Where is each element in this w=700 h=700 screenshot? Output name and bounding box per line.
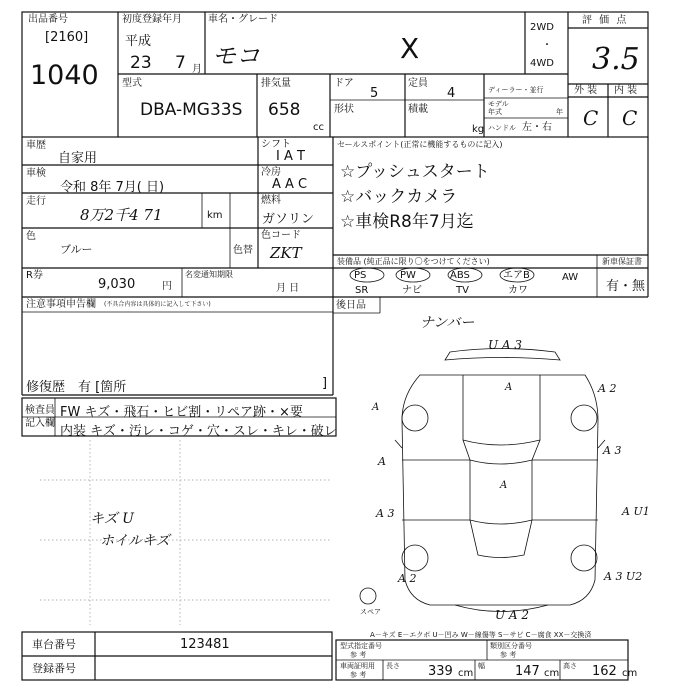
history-label: 車歴 bbox=[26, 140, 46, 151]
handle-value: 左・右 bbox=[522, 122, 552, 133]
lot-label: 出品番号 bbox=[28, 14, 68, 25]
after-label: 後日品 bbox=[336, 300, 366, 311]
drive-2wd: 2WD bbox=[530, 22, 554, 33]
km-unit: km bbox=[207, 210, 223, 221]
score: 3.5 bbox=[592, 42, 640, 77]
mileage-value: 8万2千4 71 bbox=[80, 206, 163, 224]
drive-dot: ・ bbox=[542, 40, 552, 51]
capacity: 4 bbox=[447, 86, 456, 101]
first-reg-year: 23 bbox=[130, 53, 152, 73]
class-sub: 参 考 bbox=[500, 651, 517, 659]
repair-label: 修復歴 bbox=[26, 380, 66, 395]
damage-legend: A－キズ E－エクボ U－凹み W－線傷等 S－サビ C－腐食 XX－交換済 bbox=[370, 631, 592, 639]
type-cert-sub: 参 考 bbox=[350, 651, 367, 659]
new-warranty-label: 新車保証書 bbox=[602, 257, 642, 266]
first-reg-month: 7 bbox=[175, 53, 186, 73]
equipment-label: 装備品 (純正品に限り〇をつけてください) bbox=[337, 257, 490, 266]
diagram-mark-right-fender: A 3 bbox=[603, 444, 622, 457]
size-sub: 参 考 bbox=[350, 671, 367, 679]
era: 平成 bbox=[125, 34, 152, 49]
length-value: 339 bbox=[428, 664, 453, 679]
displacement-label: 排気量 bbox=[261, 78, 291, 89]
after-value: ナンバー bbox=[420, 315, 475, 331]
displacement: 658 bbox=[268, 100, 301, 120]
equip-airbag: エアB bbox=[503, 270, 530, 281]
repair-close: ] bbox=[322, 376, 328, 391]
class-label: 類別区分番号 bbox=[490, 642, 532, 650]
deadline-value: 月 日 bbox=[276, 283, 300, 294]
diagram-mark-right-rear: A 3 U2 bbox=[604, 570, 643, 583]
equip-ps: PS bbox=[354, 270, 367, 281]
lot-number: 1040 bbox=[30, 60, 99, 91]
model-year-label-2: 年式 bbox=[488, 108, 502, 116]
inspector-line-1: FW キズ・飛石・ヒビ割・リペア跡・×要 bbox=[60, 405, 303, 420]
shift-label: シフト bbox=[261, 139, 291, 150]
length-label: 長さ bbox=[386, 662, 400, 670]
diagram-mark-left-front: A bbox=[372, 402, 380, 413]
diagram-mark-left-fender: A bbox=[378, 455, 386, 468]
recycle-value: 9,030 bbox=[98, 277, 136, 292]
deadline-label: 名変通知期限 bbox=[185, 270, 233, 279]
model-code: DBA-MG33S bbox=[140, 100, 243, 120]
year-unit: 年 bbox=[556, 108, 563, 116]
exterior-grade: C bbox=[583, 106, 599, 130]
diagram-mark-top: U A 3 bbox=[488, 338, 523, 352]
kg-unit: kg bbox=[472, 124, 485, 135]
length-unit: cm bbox=[458, 668, 474, 679]
equip-tv: TV bbox=[456, 285, 469, 296]
width-unit: cm bbox=[544, 668, 560, 679]
dealer-label: ディーラー・並行 bbox=[488, 86, 544, 94]
ac-label: 冷房 bbox=[261, 167, 281, 178]
model-label: 型式 bbox=[122, 78, 142, 89]
sales-point-2: ☆バックカメラ bbox=[340, 187, 458, 207]
inspector-label-2: 記入欄 bbox=[25, 418, 55, 429]
color-code: ZKT bbox=[270, 244, 302, 262]
exterior-label: 外 装 bbox=[574, 85, 598, 96]
recycle-unit: 円 bbox=[162, 281, 172, 292]
chassis-label: 車台番号 bbox=[32, 638, 76, 651]
recycle-label: R券 bbox=[26, 270, 43, 281]
width-label: 幅 bbox=[478, 662, 485, 670]
inspection-label: 車検 bbox=[26, 168, 46, 179]
equip-pw: PW bbox=[400, 270, 416, 281]
type-cert-label: 型式指定番号 bbox=[340, 642, 382, 650]
width-value: 147 bbox=[515, 664, 540, 679]
history-value: 自家用 bbox=[58, 151, 98, 166]
new-warranty-value: 有・無 bbox=[606, 279, 646, 294]
doors: 5 bbox=[370, 86, 379, 101]
handle-label: ハンドル bbox=[488, 124, 516, 132]
color-code-label: 色コード bbox=[261, 230, 301, 241]
equip-sr: SR bbox=[355, 285, 369, 296]
diagram-mark-roof: A bbox=[500, 480, 508, 491]
chassis-number: 123481 bbox=[180, 637, 230, 652]
drive-4wd: 4WD bbox=[530, 58, 554, 69]
notes-sublabel: (不具合内容は具体的に記入して下さい) bbox=[104, 301, 211, 308]
equip-abs: ABS bbox=[450, 270, 470, 281]
score-label: 評 価 点 bbox=[582, 15, 629, 26]
fuel-value: ガソリン bbox=[262, 212, 315, 227]
diagram-mark-left-rear: A 2 bbox=[398, 572, 417, 585]
loading-label: 積載 bbox=[408, 104, 428, 115]
shape-label: 形状 bbox=[334, 104, 354, 115]
inspection-value: 令和 8年 7月( 日) bbox=[60, 180, 165, 195]
reg-label: 登録番号 bbox=[32, 662, 76, 675]
doors-label: ドア bbox=[334, 78, 354, 89]
interior-grade: C bbox=[622, 106, 638, 130]
inspector-label-1: 検査員 bbox=[25, 405, 55, 416]
repair-value: 有 [箇所 bbox=[78, 380, 127, 395]
inspector-comment-2: ホイルキズ bbox=[100, 533, 170, 549]
sales-points-label: セールスポイント(正常に機能するものに記入) bbox=[337, 140, 503, 149]
height-value: 162 bbox=[592, 664, 617, 679]
inspector-line-2: 内装 キズ・汚レ・コゲ・穴・スレ・キレ・破レ bbox=[60, 424, 337, 439]
shift-value: I A T bbox=[276, 149, 305, 164]
equip-navi: ナビ bbox=[402, 285, 422, 296]
spare-label: スペア bbox=[360, 608, 381, 616]
interior-label: 内 装 bbox=[614, 85, 638, 96]
first-reg-label: 初度登録年月 bbox=[122, 14, 182, 25]
notes-label: 注意事項申告欄 bbox=[26, 299, 96, 310]
cc-unit: cc bbox=[313, 122, 324, 133]
diagram-mark-rear: U A 2 bbox=[495, 608, 530, 622]
diagram-mark-front-right: A 2 bbox=[598, 382, 617, 395]
diagram-mark-left-door: A 3 bbox=[376, 507, 395, 520]
inspector-comment-1: キズ U bbox=[90, 511, 134, 527]
height-unit: cm bbox=[622, 668, 638, 679]
month-unit: 月 bbox=[192, 64, 202, 75]
model-year-label-1: モデル bbox=[488, 100, 509, 108]
fuel-label: 燃料 bbox=[261, 195, 281, 206]
mileage-label: 走行 bbox=[26, 196, 46, 207]
equip-leather: カワ bbox=[508, 285, 528, 296]
equip-aw: AW bbox=[562, 272, 579, 283]
diagram-mark-hood: A bbox=[505, 382, 513, 393]
lot-code: [2160] bbox=[45, 30, 89, 45]
size-label: 車両証明用 bbox=[340, 662, 375, 670]
sales-point-1: ☆プッシュスタート bbox=[340, 162, 490, 182]
capacity-label: 定員 bbox=[408, 78, 428, 89]
color-value: ブルー bbox=[60, 243, 93, 256]
height-label: 高さ bbox=[563, 662, 577, 670]
diagram-mark-right-door: A U1 bbox=[622, 505, 650, 518]
color-label: 色 bbox=[26, 231, 36, 242]
grade: X bbox=[400, 32, 420, 65]
color-change-label: 色替 bbox=[233, 245, 253, 256]
car-name: モコ bbox=[212, 42, 260, 70]
car-diagram bbox=[360, 349, 605, 612]
sales-point-3: ☆車検R8年7月迄 bbox=[340, 212, 474, 232]
ac-value: A A C bbox=[272, 177, 308, 192]
name-grade-label: 車名・グレード bbox=[208, 14, 278, 25]
